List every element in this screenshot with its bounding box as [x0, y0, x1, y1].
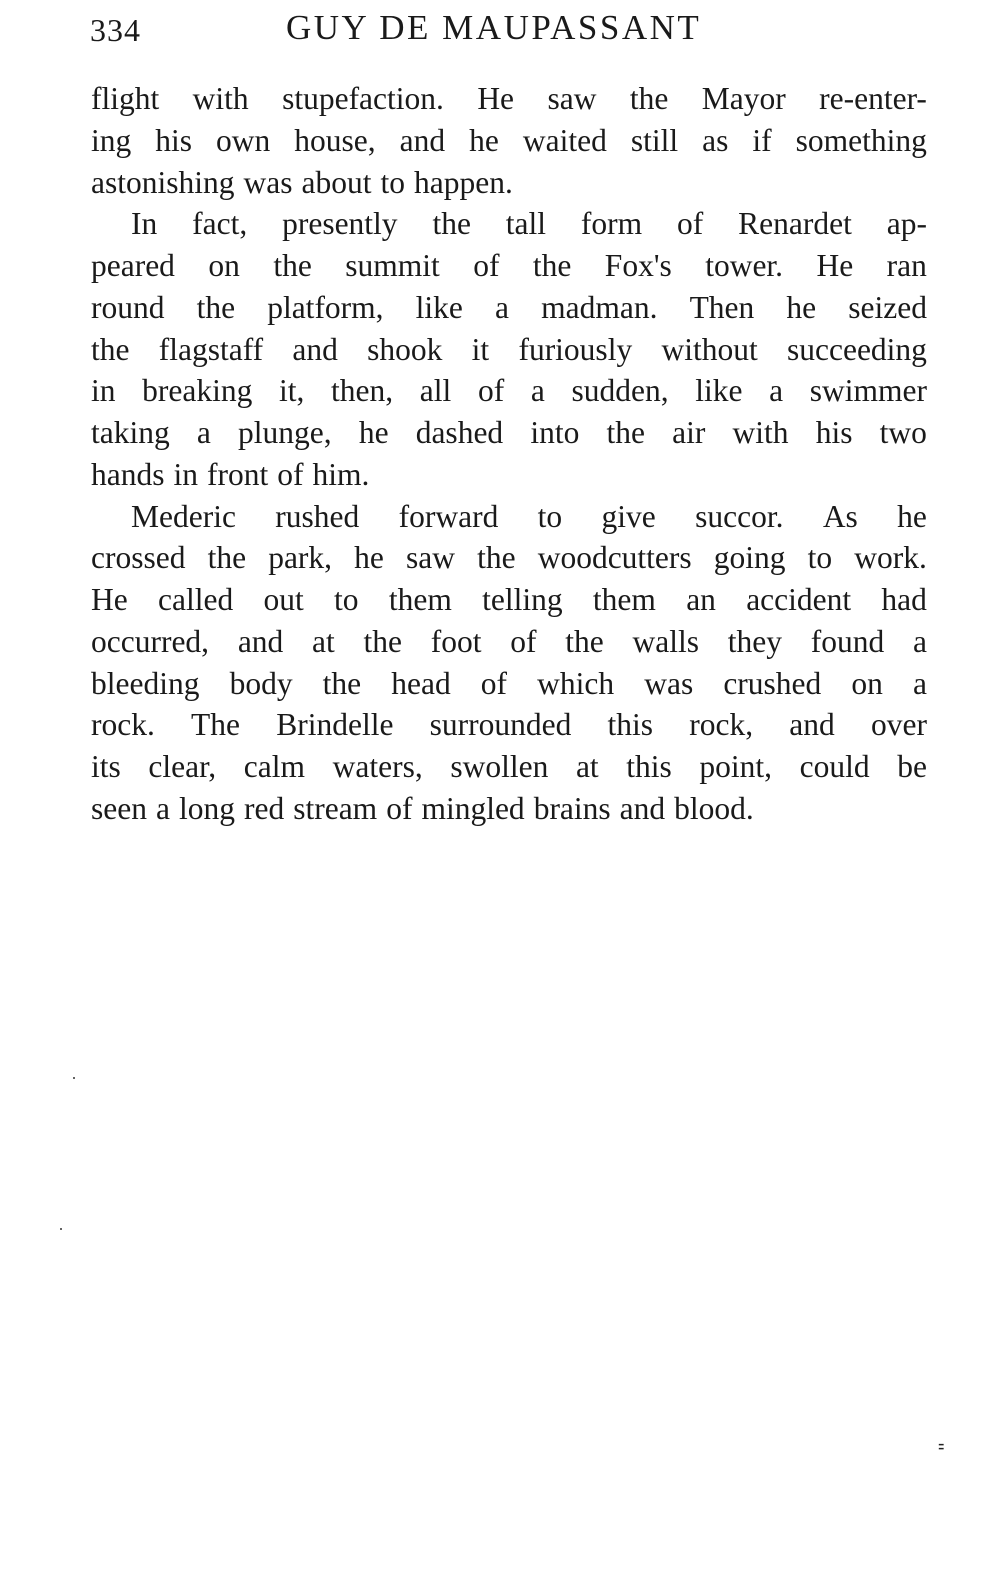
text-line: in breaking it, then, all of a sudden, like a swimmer	[91, 373, 927, 409]
text-line: its clear, calm waters, swollen at this point, could be	[91, 749, 927, 784]
paragraph	[91, 496, 927, 830]
text-line: the flagstaff and shook it furiously without succeeding	[91, 331, 927, 367]
running-head: GUY DE MAUPASSANT	[286, 8, 702, 47]
text-line: taking a plunge, he dashed into the air with his two	[91, 415, 927, 450]
paragraph	[91, 203, 927, 495]
page-number: 334	[90, 12, 141, 48]
text-line: Mederic rushed forward to give succor. As he	[131, 498, 927, 534]
text-line: peared on the summit of the Fox's tower. He ran	[91, 248, 927, 283]
text-line: bleeding body the head of which was crushed on a	[91, 665, 927, 701]
text-line: round the platform, like a madman. Then he seized	[91, 289, 927, 325]
text-line: seen a long red stream of mingled brains and blood.	[91, 790, 754, 826]
text-line: rock. The Brindelle surrounded this rock, and over	[91, 707, 927, 743]
text-line: flight with stupefaction. He saw the Mayor re-enter-	[91, 81, 927, 116]
text-line: occurred, and at the foot of the walls they found a	[91, 623, 927, 659]
text-line: In fact, presently the tall form of Renardet ap-	[131, 206, 927, 242]
body-text	[91, 78, 927, 830]
scan-speck	[60, 1228, 62, 1230]
scan-mark-glyph: ⹀	[938, 1437, 945, 1459]
text-line: hands in front of him.	[91, 456, 370, 492]
text-line: astonishing was about to happen.	[91, 164, 513, 200]
scan-speck	[73, 1077, 75, 1079]
paragraph	[91, 78, 927, 203]
text-line: He called out to them telling them an accident had	[91, 582, 927, 617]
text-line: crossed the park, he saw the woodcutters going to work.	[91, 540, 927, 576]
text-line: ing his own house, and he waited still as if something	[91, 122, 927, 158]
